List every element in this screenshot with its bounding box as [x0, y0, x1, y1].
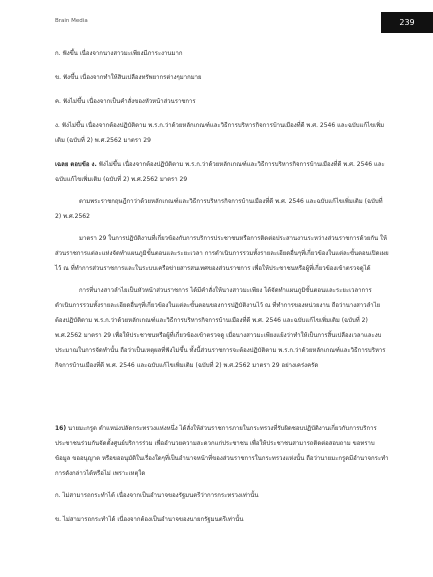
answer-paragraph — [55, 157, 389, 187]
choice-d: ง. ฟังไม่ขึ้น เนื่องจากต้องปฏิบัติตาม พ.ร.ก.ว่าด้วยหลักเกณฑ์และวิธีการบริหารกิจการบ้านเมืองที่ดี พ.ศ. 2546 และฉบับแก้ไขเพิ่มเติม (ฉบับที่ 2) พ.ศ.2562 มาตรา 29 — [55, 122, 385, 144]
choice-a: ก. ฟังขึ้น เนื่องจากนางสาวมะเพียงมีภาระงานมาก — [55, 50, 183, 57]
question-16-text: นายมะกรูด ตำแหน่งปลัดกระทรวงแห่งหนึ่ง ได้สั่งให้ส่วนราชการภายในกระทรวงที่รับผิดชอบปฏิบัติงานเกี่ยวกับการบริการประชาชนร่วมกันจัดตั้งศูนย์บริการร่วม เพื่ออำนวยความสะดวกแก่ประชาชน เพื่อให้ประชาชนสามารถติดต่อสอบถาม ขอทราบข้อมูล ขออนุญาต หรือขออนุมัติในเรื่องใดๆที่เป็นอำนาจหน้าที่ของส่วนราชการในกระทรวงแห่งนั้น ถือว่านายมะกรูดมีอำนาจกระทำการดังกล่าวได้หรือไม่ เพราะเหตุใด — [55, 425, 389, 477]
question-16-choice-a: ก. ไม่สามารถกระทำได้ เนื่องจากเป็นอำนาจของรัฐมนตรีว่าการกระทรวงเท่านั้น — [55, 492, 259, 499]
answer-text: ฟังไม่ขึ้น เนื่องจากต้องปฏิบัติตาม พ.ร.ก.ว่าด้วยหลักเกณฑ์และวิธีการบริหารกิจการบ้านเมืองที่ดี พ.ศ. 2546 และฉบับแก้ไขเพิ่มเติม (ฉบับที่ 2) พ.ศ.2562 มาตรา 29 — [55, 161, 385, 183]
question-16 — [55, 421, 389, 481]
page-number-badge: 239 — [381, 12, 433, 33]
explanation-intro: ตามพระราชกฤษฎีกาว่าด้วยหลักเกณฑ์และวิธีการบริหารกิจการบ้านเมืองที่ดี พ.ศ. 2546 และฉบับแก้ไขเพิ่มเติม (ฉบับที่ 2) พ.ศ.2562 — [55, 198, 383, 220]
explanation-conclusion: การที่นางสาวลำไยเป็นหัวหน้าส่วนราชการ ได้มีคำสั่งให้นางสาวมะเพียง ได้จัดทำแผนภูมิขั้นตอนและระยะเวลาการดำเนินการรวมทั้งรายละเอียดอื่นๆที่เกี่ยวข้องในแต่ละขั้นตอนของการปฏิบัติงานไว้ ณ ที่ทำการของหน่วยงาน ถือว่านางสาวลำไย ต้องปฏิบัติตาม พ.ร.ก.ว่าด้วยหลักเกณฑ์และวิธีการบริหารกิจการบ้านเมืองที่ดี พ.ศ. 2546 และฉบับแก้ไขเพิ่มเติม (ฉบับที่ 2) พ.ศ.2562 มาตรา 29 เพื่อให้ประชาชนหรือผู้ที่เกี่ยวข้องเข้าตรวจดู เมื่อนางสาวมะเพียงแย้งว่าทำให้เป็นการสิ้นเปลืองเวลาและงบประมาณในการจัดทำนั้น ถือว่าเป็นเหตุผลที่ฟังไม่ขึ้น ทั้งนี้ส่วนราชการจะต้องปฏิบัติตาม พ.ร.ก.ว่าด้วยหลักเกณฑ์และวิธีการบริหารกิจการบ้านเมืองที่ดี พ.ศ. 2546 และฉบับแก้ไขเพิ่มเติม (ฉบับที่ 2) พ.ศ.2562 มาตรา 29 อย่างเคร่งครัด — [55, 287, 386, 369]
answer-label: เฉลย ตอบข้อ ง. — [55, 161, 97, 168]
question-16-choice-b: ข. ไม่สามารถกระทำได้ เนื่องจากต้องเป็นอำนาจของนายกรัฐมนตรีเท่านั้น — [55, 516, 244, 523]
choice-c: ค. ฟังไม่ขึ้น เนื่องจากเป็นคำสั่งของหัวหน้าส่วนราชการ — [55, 98, 196, 105]
page-content — [55, 46, 389, 527]
question-16-number: 16) — [55, 425, 67, 432]
choice-b: ข. ฟังขึ้น เนื่องจากทำให้สินเปลืองทรัพยากรต่างๆมากมาย — [55, 74, 202, 81]
explanation-section-29: มาตรา 29 ในการปฏิบัติงานที่เกี่ยวข้องกับการบริการประชาชนหรือการติดต่อประสานงานระหว่างส่วนราชการด้วยกัน ให้ส่วนราชการแต่ละแห่งจัดทำแผนภูมิขั้นตอนและระยะเวลา การดำเนินการรวมทั้งรายละเอียดอื่นๆที่เกี่ยวข้องในแต่ละขั้นตอนเปิดเผยไว้ ณ ที่ทำการส่วนราชการและในระบบเครือข่ายสารสนเทศของส่วนราชการ เพื่อให้ประชาชนหรือผู้ที่เกี่ยวข้องเข้าตรวจดูได้ — [55, 235, 389, 272]
header-brand: Brain Media — [55, 18, 88, 24]
